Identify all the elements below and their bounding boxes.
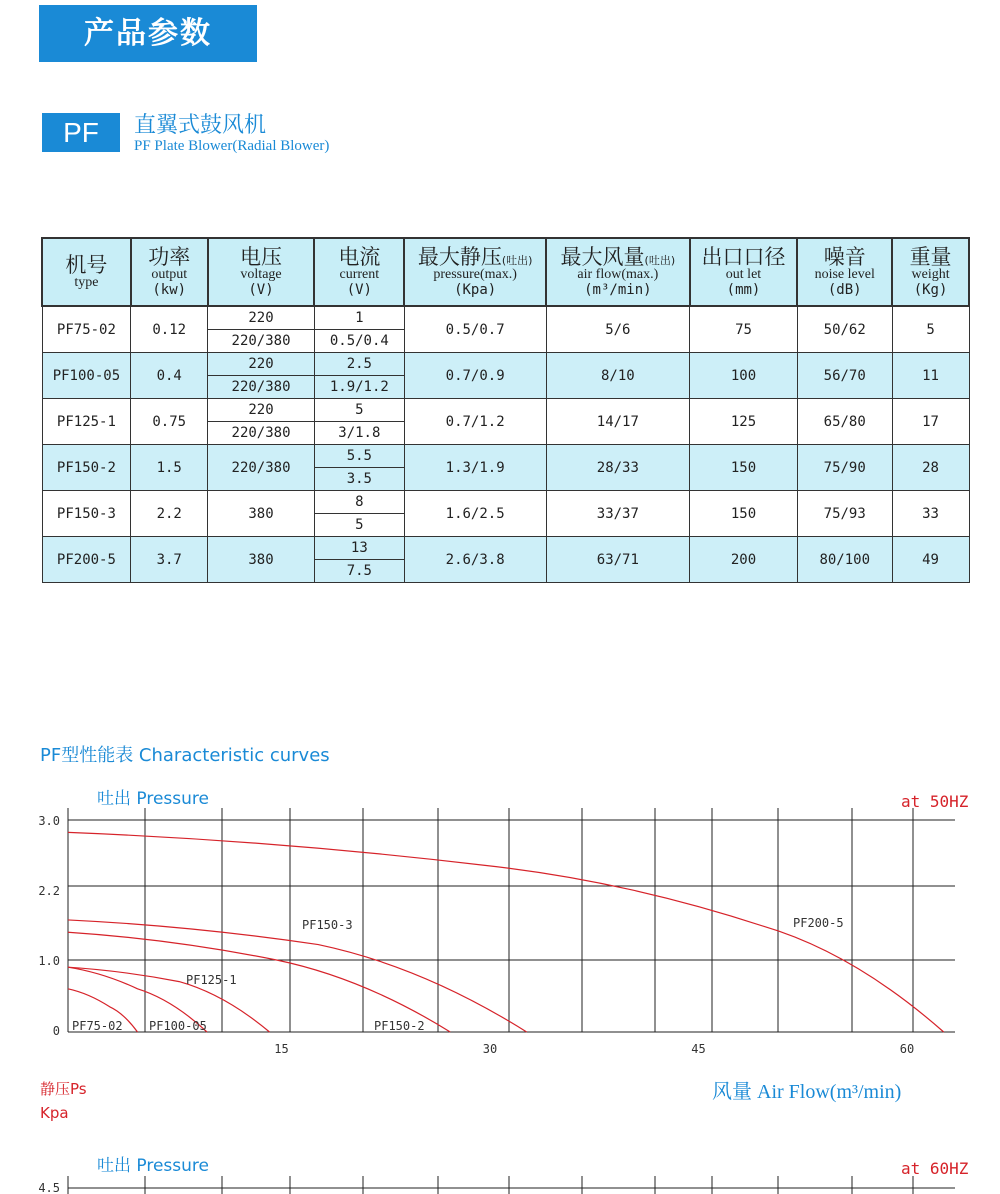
- curve-label: PF200-5: [793, 916, 844, 930]
- outlet-cell: 150: [690, 491, 798, 537]
- weight-cell: 5: [892, 306, 969, 353]
- current-cell: 5: [314, 399, 404, 422]
- header-cell: [690, 238, 798, 306]
- noise-cell: 65/80: [797, 399, 892, 445]
- header-unit: (V): [248, 282, 274, 299]
- header-en: air flow(max.): [577, 267, 659, 283]
- header-cn: 重量: [909, 245, 952, 270]
- type-cell: PF150-2: [42, 445, 131, 491]
- current-cell: 2.5: [314, 353, 404, 376]
- output-cell: 0.4: [131, 353, 208, 399]
- voltage-cell: 220/380: [208, 330, 315, 353]
- header-cell: [404, 238, 546, 306]
- header-unit: (m³/min): [584, 282, 652, 299]
- header-en: pressure(max.): [433, 267, 517, 283]
- airflow-cell: 5/6: [546, 306, 690, 353]
- header-cell: [797, 238, 892, 306]
- header-en: voltage: [240, 267, 282, 283]
- curve-label: PF100-05: [149, 1019, 207, 1033]
- header-unit: (Kg): [913, 282, 948, 299]
- noise-cell: 56/70: [797, 353, 892, 399]
- current-cell: 1: [314, 306, 404, 330]
- outlet-cell: 150: [690, 445, 798, 491]
- pressure-cell: 0.5/0.7: [404, 306, 546, 353]
- header-unit: (Kpa): [454, 282, 497, 299]
- curve-pf125-1: [68, 967, 270, 1032]
- current-cell: 0.5/0.4: [314, 330, 404, 353]
- current-cell: 3.5: [314, 468, 404, 491]
- output-cell: 0.12: [131, 306, 208, 353]
- voltage-cell: 220: [208, 306, 315, 330]
- table-row: [42, 306, 969, 330]
- header-cn: 机号: [65, 252, 108, 277]
- current-cell: 5.5: [314, 445, 404, 468]
- header-cn-wrap: [893, 246, 968, 268]
- y-tick-label: 3.0: [38, 814, 60, 828]
- curves-title: PF型性能表 Characteristic curves: [40, 745, 330, 766]
- header-unit: (V): [346, 282, 372, 299]
- header-en: type: [74, 274, 99, 290]
- curve-pf75-02: [68, 989, 138, 1032]
- header-cell: [314, 238, 404, 306]
- header-cn-wrap: [405, 246, 545, 268]
- output-cell: 1.5: [131, 445, 208, 491]
- outlet-cell: 200: [690, 537, 798, 583]
- spec-table: [41, 237, 970, 583]
- header-cell: [131, 238, 208, 306]
- type-cell: PF75-02: [42, 306, 131, 353]
- header-cn: 出口口径: [701, 245, 786, 270]
- noise-cell: 75/90: [797, 445, 892, 491]
- table-row: [42, 445, 969, 468]
- header-cn: 电压: [240, 245, 283, 270]
- section-banner: [39, 5, 257, 62]
- x-tick-label: 60: [899, 1042, 915, 1056]
- curve-label: PF75-02: [72, 1019, 123, 1033]
- airflow-cell: 8/10: [546, 353, 690, 399]
- curve-pf200-5: [68, 832, 944, 1032]
- static-pressure-label: 静压Ps: [40, 1080, 87, 1098]
- pressure-cell: 2.6/3.8: [404, 537, 546, 583]
- outlet-cell: 100: [690, 353, 798, 399]
- noise-cell: 50/62: [797, 306, 892, 353]
- weight-cell: 17: [892, 399, 969, 445]
- outlet-cell: 75: [690, 306, 798, 353]
- y-tick-label: 2.2: [38, 884, 60, 898]
- static-pressure-unit: Kpa: [40, 1104, 69, 1122]
- y-tick-label: 0: [52, 1024, 60, 1038]
- curve-pf100-05: [68, 967, 207, 1032]
- header-cell: [208, 238, 315, 306]
- curve-pf150-2: [68, 932, 450, 1032]
- header-cn: 功率: [148, 245, 191, 270]
- header-unit: (kw): [152, 282, 187, 299]
- header-cell: [546, 238, 690, 306]
- pressure-label: 吐出 Pressure: [97, 789, 209, 809]
- header-unit: (dB): [827, 282, 862, 299]
- noise-cell: 80/100: [797, 537, 892, 583]
- header-cn-note: (吐出): [644, 254, 676, 268]
- banner-title: 产品参数: [84, 16, 212, 51]
- header-cn-wrap: [132, 246, 207, 268]
- output-cell: 0.75: [131, 399, 208, 445]
- current-cell: 7.5: [314, 560, 404, 583]
- header-en: out let: [725, 267, 762, 283]
- header-cell: [892, 238, 969, 306]
- pressure-cell: 0.7/0.9: [404, 353, 546, 399]
- curve-label: PF150-2: [374, 1019, 425, 1033]
- weight-cell: 49: [892, 537, 969, 583]
- curve-label: PF125-1: [186, 973, 237, 987]
- table-row: [42, 353, 969, 376]
- header-cn: 噪音: [823, 245, 866, 270]
- x-tick-label: 45: [691, 1042, 706, 1056]
- voltage-cell: 380: [208, 491, 315, 537]
- table-row: [42, 399, 969, 422]
- current-cell: 8: [314, 491, 404, 514]
- pressure-cell: 0.7/1.2: [404, 399, 546, 445]
- product-title-en: PF Plate Blower(Radial Blower): [134, 138, 330, 154]
- airflow-cell: 63/71: [546, 537, 690, 583]
- header-en: noise level: [814, 267, 875, 283]
- curve-label: PF150-3: [302, 918, 353, 932]
- curve-pf150-3: [68, 920, 527, 1032]
- table-header-row: [42, 238, 969, 306]
- weight-cell: 11: [892, 353, 969, 399]
- header-en: output: [151, 267, 188, 283]
- header-unit: (mm): [726, 282, 761, 299]
- pressure-cell: 1.3/1.9: [404, 445, 546, 491]
- current-cell: 5: [314, 514, 404, 537]
- current-cell: 13: [314, 537, 404, 560]
- output-cell: 2.2: [131, 491, 208, 537]
- airflow-cell: 33/37: [546, 491, 690, 537]
- header-cell: [42, 238, 131, 306]
- weight-cell: 33: [892, 491, 969, 537]
- current-cell: 1.9/1.2: [314, 376, 404, 399]
- type-cell: PF100-05: [42, 353, 131, 399]
- voltage-cell: 220/380: [208, 445, 315, 491]
- voltage-cell: 220/380: [208, 376, 315, 399]
- hz50-label: at 50HZ: [901, 792, 969, 811]
- y-tick-label: 1.0: [38, 954, 60, 968]
- x-tick-label: 15: [274, 1042, 289, 1056]
- voltage-cell: 220: [208, 353, 315, 376]
- header-cn: 最大风量: [560, 245, 645, 270]
- header-en: current: [339, 267, 380, 283]
- table-row: [42, 537, 969, 560]
- airflow-label: 风量 Air Flow(m³/min): [712, 1081, 902, 1103]
- header-cn-wrap: [43, 254, 130, 276]
- header-cn-note: (吐出): [501, 254, 533, 268]
- header-cn-wrap: [315, 246, 403, 268]
- output-cell: 3.7: [131, 537, 208, 583]
- voltage-cell: 380: [208, 537, 315, 583]
- header-cn-wrap: [547, 246, 689, 268]
- airflow-cell: 14/17: [546, 399, 690, 445]
- table-row: [42, 491, 969, 514]
- current-cell: 3/1.8: [314, 422, 404, 445]
- voltage-cell: 220/380: [208, 422, 315, 445]
- voltage-cell: 220: [208, 399, 315, 422]
- pressure-cell: 1.6/2.5: [404, 491, 546, 537]
- product-badge: PF: [42, 113, 120, 152]
- header-cn-wrap: [691, 246, 797, 268]
- airflow-cell: 28/33: [546, 445, 690, 491]
- header-cn-wrap: [798, 246, 891, 268]
- outlet-cell: 125: [690, 399, 798, 445]
- hz60-label: at 60HZ: [901, 1159, 969, 1178]
- weight-cell: 28: [892, 445, 969, 491]
- pressure-label-60hz: 吐出 Pressure: [97, 1156, 209, 1176]
- header-cn-wrap: [209, 246, 314, 268]
- header-cn: 最大静压: [417, 245, 502, 270]
- y-tick-label-60hz: 4.5: [38, 1181, 60, 1194]
- type-cell: PF125-1: [42, 399, 131, 445]
- header-cn: 电流: [338, 245, 381, 270]
- type-cell: PF150-3: [42, 491, 131, 537]
- x-tick-label: 30: [482, 1042, 498, 1056]
- type-cell: PF200-5: [42, 537, 131, 583]
- product-title-cn: 直翼式鼓风机: [134, 113, 267, 138]
- noise-cell: 75/93: [797, 491, 892, 537]
- header-en: weight: [911, 267, 950, 283]
